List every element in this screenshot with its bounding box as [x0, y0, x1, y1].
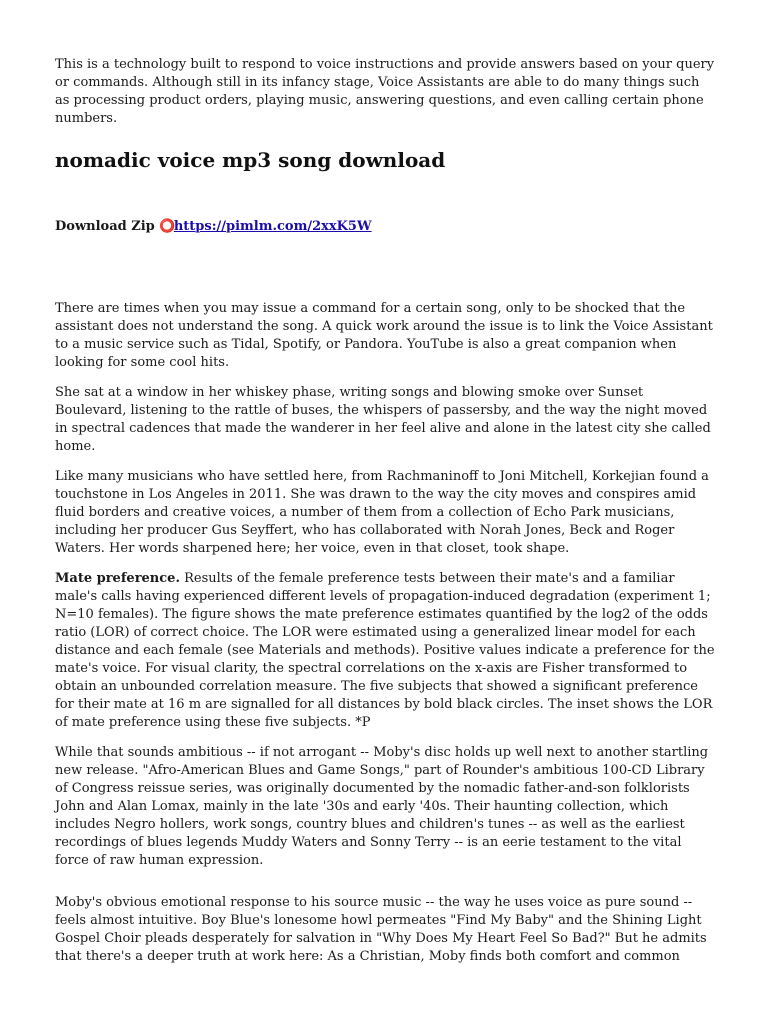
intro-paragraph: This is a technology built to respond to voice instructions and provide answers based on your query or commands. Although still in its infancy stage, Voice Assistants are able to do many things such as processing product orders, playing music, answering questions, and even calling certain phone numbers.	[55, 57, 715, 126]
download-label: Download Zip	[55, 219, 155, 234]
paragraph-moby-2: Moby's obvious emotional response to his source music -- the way he uses voice as pure sound -- feels almost intuitive. Boy Blue's lonesome howl permeates "Find My Baby" and the Shining Light Gospel Choir pleads desperately for salvation in "Why Does My Heart Feel So Bad?" But he admits that there's a deeper truth at work here: As a Christian, Moby finds both comfort and common	[55, 895, 707, 964]
download-link[interactable]: https://pimlm.com/2xxK5W	[173, 219, 372, 234]
paragraph-korkejian: Like many musicians who have settled here, from Rachmaninoff to Joni Mitchell, Korkejian found a touchstone in Los Angeles in 2011. She was drawn to the way the city moves and conspires amid fluid borders and creative voices, a number of them from a collection of Echo Park musicians, including her producer Gus Seyffert, who has collaborated with Norah Jones, Beck and Roger Waters. Her words sharpened here; her voice, even in that closet, took shape.	[55, 469, 709, 556]
paragraph-whiskey: She sat at a window in her whiskey phase, writing songs and blowing smoke over Sunset Boulevard, listening to the rattle of buses, the whispers of passersby, and the way the night moved in spectral cadences that made the wanderer in her feel alive and alone in the latest city she called home.	[55, 385, 711, 454]
document-body	[55, 56, 717, 978]
arrow-icon: ⭕	[159, 219, 176, 234]
mate-preference-body: Results of the female preference tests between their mate's and a familiar male's calls having experienced different levels of propagation-induced degradation (experiment 1; N=10 females). The figure shows the mate preference estimates quantified by the log2 of the odds ratio (LOR) of correct choice. The LOR were estimated using a generalized linear model for each distance and each female (see Materials and methods). Positive values indicate a preference for the mate's voice. For visual clarity, the spectral correlations on the x-axis are Fisher transformed to obtain an unbounded correlation measure. The five subjects that showed a significant preference for their mate at 16 m are signalled for all distances by bold black circles. The inset shows the LOR of mate preference using these five subjects. *P	[55, 571, 715, 730]
download-line	[55, 218, 717, 236]
paragraph-commands: There are times when you may issue a command for a certain song, only to be shocked that the assistant does not understand the song. A quick work around the issue is to link the Voice Assistant to a music service such as Tidal, Spotify, or Pandora. YouTube is also a great companion when looking for some cool hits.	[55, 301, 713, 370]
paragraph-mate-preference	[55, 570, 717, 732]
page-title: nomadic voice mp3 song download	[55, 148, 446, 172]
mate-preference-lead: Mate preference.	[55, 571, 180, 586]
paragraph-moby-1: While that sounds ambitious -- if not arrogant -- Moby's disc holds up well next to another startling new release. "Afro-American Blues and Game Songs," part of Rounder's ambitious 100-CD Library of Congress reissue series, was originally documented by the nomadic father-and-son folklorists John and Alan Lomax, mainly in the late '30s and early '40s. Their haunting collection, which includes Negro hollers, work songs, country blues and children's tunes -- as well as the earliest recordings of blues legends Muddy Waters and Sonny Terry -- is an eerie testament to the vital force of raw human expression.	[55, 745, 709, 868]
